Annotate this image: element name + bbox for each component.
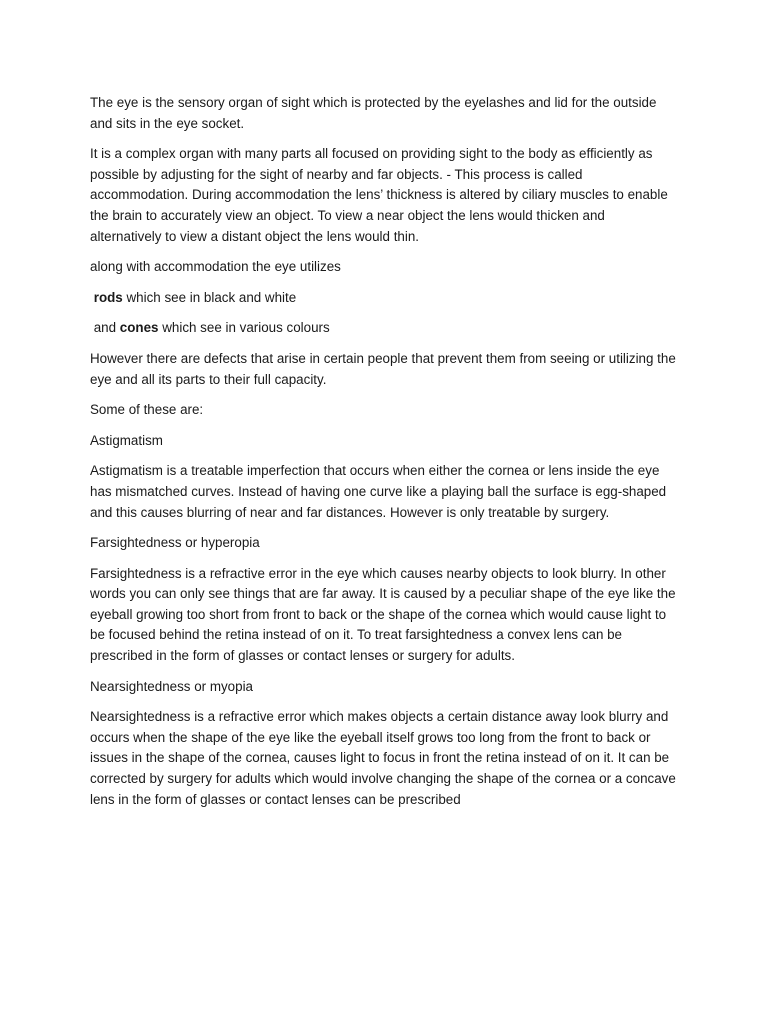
- astigmatism-paragraph: Astigmatism is a treatable imperfection that occurs when either the cornea or lens inside the eye has mismatched curves. Instead of having one curve like a playing ball the surface is egg-shaped and this causes blurring of near and far distances. However is only treatable by surgery.: [90, 463, 667, 520]
- myopia-paragraph: Nearsightedness is a refractive error which makes objects a certain distance away look blurry and occurs when the shape of the eye like the eyeball itself grows too long from the front to back or issues in the shape of the cornea, causes light to focus in front the retina instead of on it. It can be corrected by surgery for adults which would involve changing the shape of the cornea or a concave lens in the form of glasses or contact lenses can be prescribed: [90, 709, 676, 807]
- cones-lead: and: [90, 320, 120, 336]
- cones-term: cones: [119, 320, 159, 336]
- document-body: [90, 93, 680, 820]
- accommodation-paragraph: It is a complex organ with many parts all focused on providing sight to the body as efficiently as possible by adjusting for the sight of nearby and far objects. - This process is called accommodation. During accommodation the lens’ thickness is altered by ciliary muscles to enable the brain to accurately view an object. To view a near object the lens would thicken and alternatively to view a distant object the lens would thin.: [90, 146, 668, 244]
- hyperopia-paragraph: Farsightedness is a refractive error in the eye which causes nearby objects to look blurry. In other words you can only see things that are far away. It is caused by a peculiar shape of the eye like the eyeball growing too short from front to back or the shape of the cornea which would cause light to be focused behind the retina instead of on it. To treat farsightedness a convex lens can be prescribed in the form of glasses or contact lenses or surgery for adults.: [90, 565, 676, 664]
- cones-paragraph: [90, 318, 680, 339]
- rods-description: which see in black and white: [122, 289, 297, 305]
- cones-description: which see in various colours: [158, 320, 330, 336]
- hyperopia-heading: Farsightedness or hyperopia: [90, 535, 260, 551]
- some-of-these-paragraph: Some of these are:: [90, 402, 204, 418]
- astigmatism-heading: Astigmatism: [90, 432, 163, 448]
- defects-paragraph: However there are defects that arise in certain people that prevent them from seeing or utilizing the eye and all its parts to their full capacity.: [90, 350, 676, 387]
- myopia-heading: Nearsightedness or myopia: [90, 678, 254, 694]
- rods-term: rods: [93, 289, 123, 305]
- rods-paragraph: [90, 288, 680, 309]
- utilizes-paragraph: along with accommodation the eye utilizes: [90, 259, 341, 275]
- intro-paragraph: The eye is the sensory organ of sight which is protected by the eyelashes and lid for the outside and sits in the eye socket.: [90, 95, 657, 131]
